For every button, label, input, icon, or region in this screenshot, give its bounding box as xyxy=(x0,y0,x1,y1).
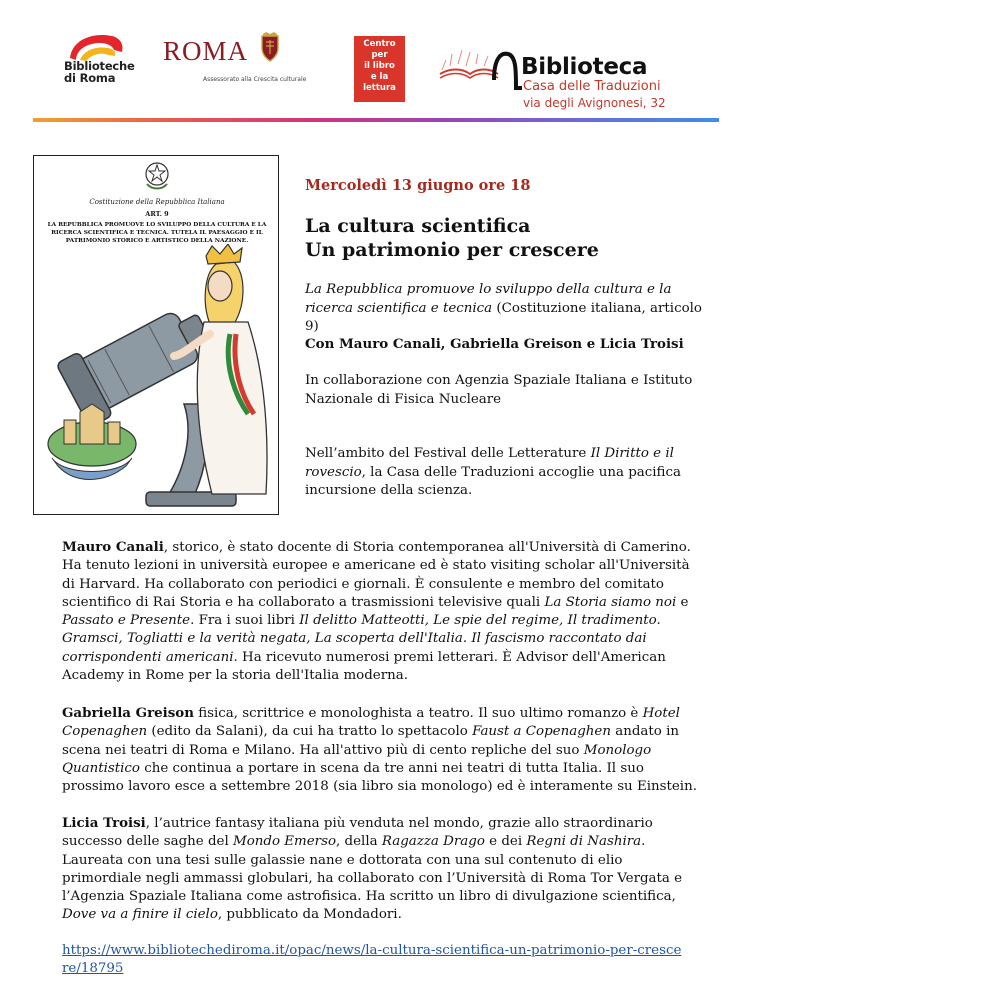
casa-delle-traduzioni-logo xyxy=(436,30,696,115)
quote-source: (Costituzione italiana, articolo 9) xyxy=(305,300,702,334)
constitution-quote xyxy=(305,281,715,337)
header-logos xyxy=(0,0,985,125)
poster-caption: Costituzione della Repubblica Italiana xyxy=(89,198,225,206)
event-collaboration: In collaborazione con Agenzia Spaziale Italiana e Istituto Nazionale di Fisica Nucleare xyxy=(305,373,693,407)
bio-name: Licia Troisi xyxy=(62,815,146,831)
poster-article: ART. 9 xyxy=(145,210,169,218)
event-news-link[interactable]: https://www.bibliotechediroma.it/opac/news/la-cultura-scientifica-un-patrimonio-per-crescere/18795 xyxy=(62,943,682,977)
bio-text: e dei xyxy=(484,834,527,850)
telescope-cartoon-image xyxy=(34,244,279,515)
centro-logo-line: Centro xyxy=(363,39,396,49)
bio-italic: La Storia siamo noi xyxy=(544,594,677,610)
event-guests: Con Mauro Canali, Gabriella Greison e Licia Troisi xyxy=(305,336,684,352)
bio-mauro-canali xyxy=(62,538,702,685)
bio-text: . Laureata con una tesi sulle galassie nane e dottorata con una sul contenuto di elio primordiale negli ammassi globulari, ha collaborato con l’Università di Roma Tor Vergata e l’Agenzia Spaziale Italiana come astrofisica. Ha scritto un libro di divulgazione scientifica, xyxy=(62,834,683,905)
bio-italic: Regni di Nashira xyxy=(526,834,642,850)
bio-text: , pubblicato da Mondadori. xyxy=(217,907,402,923)
open-book-icon xyxy=(436,30,526,110)
bio-text: . Fra i suoi libri xyxy=(190,613,300,629)
quote-text: La Repubblica promuove lo sviluppo della cultura e la ricerca scientifica e tecnica xyxy=(305,282,672,316)
bio-italic: Passato e Presente xyxy=(62,613,191,629)
roma-crest-icon xyxy=(259,32,281,62)
casa-logo-title: Biblioteca xyxy=(521,54,648,80)
bio-text: , storico, è stato docente di Storia contemporanea all'Università di Camerino. Ha tenuto lezioni in università europee e americane ed è stato visiting scholar all'Università di Harvard. Ha collaborato con periodici e giornali. È consulente e membro del comitato scientifico di Rai Storia e ha collaborato a trasmissioni televisive quali xyxy=(62,540,691,610)
bio-text: , l’autrice fantasy italiana più venduta nel mondo, grazie allo straordinario successo delle saghe del xyxy=(62,816,653,850)
event-title-line1: La cultura scientifica xyxy=(305,215,531,237)
event-title xyxy=(305,214,599,262)
centro-logo-line: lettura xyxy=(363,83,396,93)
casa-logo-subtitle: Casa delle Traduzioni xyxy=(523,79,661,94)
centro-logo-line: e la xyxy=(370,72,389,82)
festival-text-post: , la Casa delle Traduzioni accoglie una pacifica incursione della scienza. xyxy=(305,464,681,498)
bio-text: che continua a portare in scena da tre anni nei teatri di tutta Italia. Il suo prossimo lavoro esce a settembre 2018 (sia libro sia monologo) ed è interamente su Einstein. xyxy=(62,760,697,795)
rainbow-divider xyxy=(33,118,719,122)
bio-text: . Ha ricevuto numerosi premi letterari. È Advisor dell'American Academy in Rome per la storia dell'Italia moderna. xyxy=(62,649,666,684)
bio-name: Gabriella Greison xyxy=(62,705,194,721)
bio-italic: Dove va a finire il cielo xyxy=(62,907,218,923)
bio-text: e xyxy=(676,594,689,610)
roma-subtitle: Assessorato alla Crescita culturale xyxy=(203,76,307,83)
bio-italic: Faust a Copenaghen xyxy=(472,724,611,740)
bio-gabriella-greison xyxy=(62,704,702,796)
bio-text: andato in scena nei teatri di Roma e Milano. Ha all'attivo più di cento repliche del suo xyxy=(62,724,679,758)
constitution-illustration xyxy=(33,155,279,515)
bio-italic: Il delitto Matteotti, Le spie del regime, Il tradimento. Gramsci, Togliatti e la verità negata, La scoperta dell'Italia. Il fascismo raccontato dai corrispondenti americani xyxy=(62,613,661,665)
roma-logo-text: ROMA xyxy=(163,36,249,66)
event-title-line2: Un patrimonio per crescere xyxy=(305,239,599,261)
centro-logo-line: il libro xyxy=(364,61,395,71)
biblioteche-di-roma-logo xyxy=(62,30,152,90)
poster-article-text: LA REPUBBLICA PROMUOVE LO SVILUPPO DELLA CULTURA E LA RICERCA SCIENTIFICA E TECNICA. TUTELA IL PAESAGGIO E IL PATRIMONIO STORICO E ARTISTICO DELLA NAZIONE. xyxy=(47,222,267,244)
bio-italic: Ragazza Drago xyxy=(381,834,485,850)
biblioteche-logo-line1: Biblioteche xyxy=(64,59,135,73)
centro-logo-line: per xyxy=(371,50,388,60)
italian-republic-emblem-icon xyxy=(142,158,172,194)
bio-licia-troisi xyxy=(62,814,702,925)
festival-note xyxy=(305,445,715,501)
festival-text-pre: Nell’ambito del Festival delle Letterature xyxy=(305,446,591,461)
bio-text: (edito da Salani), da cui ha tratto lo spettacolo xyxy=(147,724,473,740)
event-date: Mercoledì 13 giugno ore 18 xyxy=(305,177,531,194)
roma-logo xyxy=(163,32,307,87)
centro-libro-lettura-logo xyxy=(354,36,405,102)
bio-text: , della xyxy=(336,834,382,850)
festival-name: Il Diritto e il rovescio xyxy=(305,446,674,480)
bio-text: fisica, scrittrice e monologhista a teatro. Il suo ultimo romanzo è xyxy=(193,706,643,721)
bio-name: Mauro Canali xyxy=(62,539,164,555)
casa-logo-address: via degli Avignonesi, 32 xyxy=(523,96,666,110)
bio-italic: Monologo Quantistico xyxy=(62,742,652,776)
biblioteche-logo-line2: di Roma xyxy=(64,71,116,85)
bio-italic: Mondo Emerso xyxy=(233,834,337,850)
bio-italic: Hotel Copenaghen xyxy=(62,706,680,740)
